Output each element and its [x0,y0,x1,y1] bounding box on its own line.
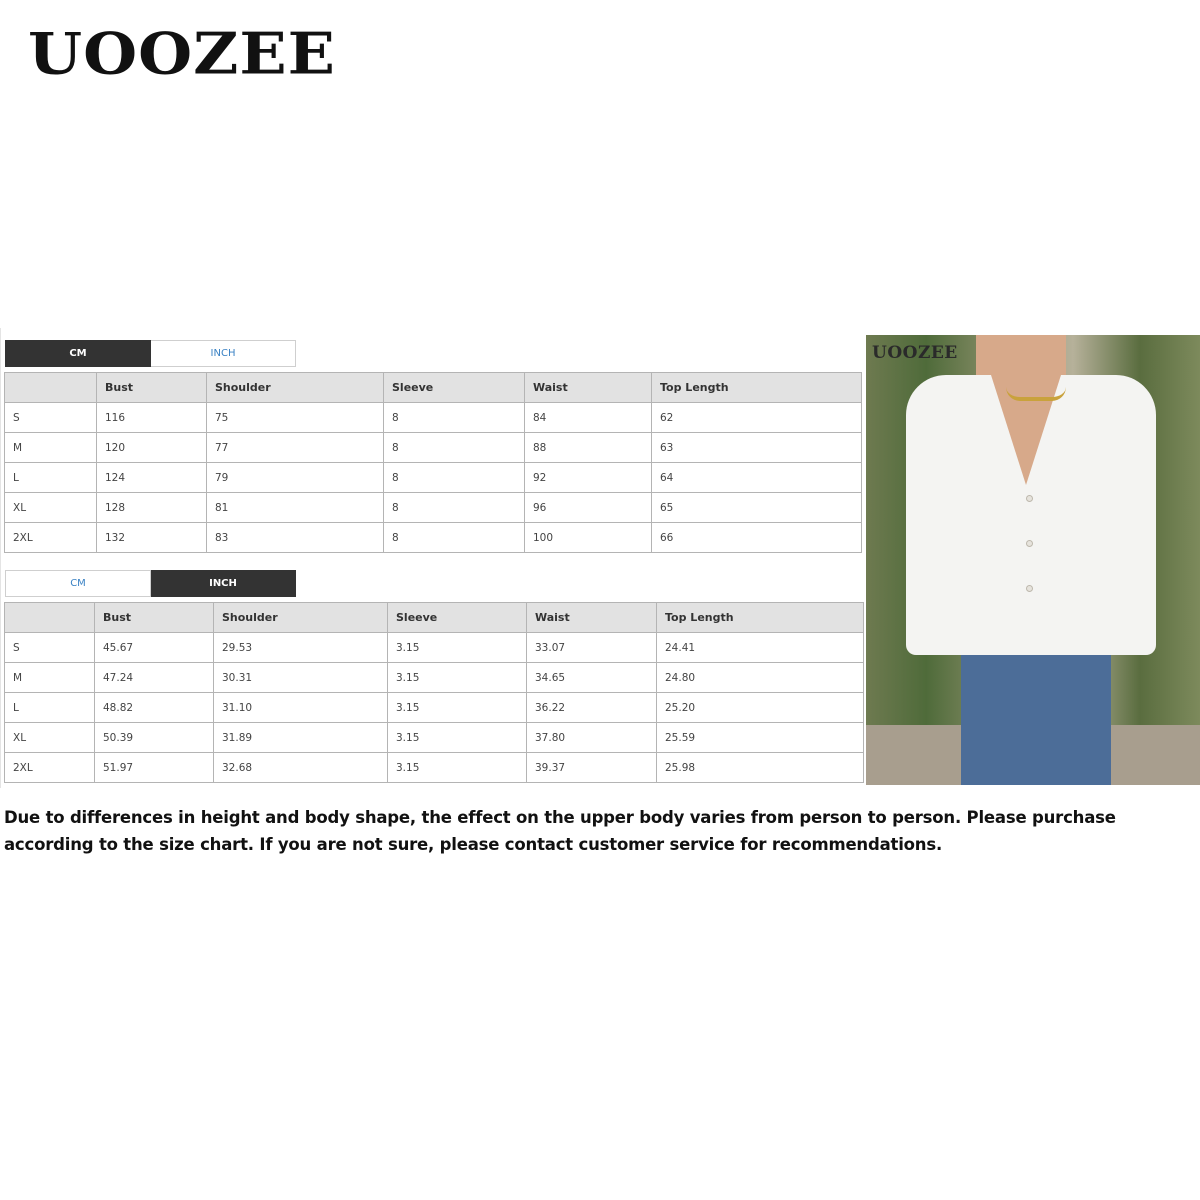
photo-watermark: UOOZEE [872,343,958,363]
table-cell: 8 [384,403,525,433]
size-label: M [5,663,95,693]
table-cell: 47.24 [95,663,214,693]
tab-cm[interactable]: CM [5,340,151,367]
table-cell: 66 [652,523,862,553]
header-cell: Shoulder [207,373,384,403]
table-cell: 8 [384,493,525,523]
table-cell: 36.22 [527,693,657,723]
table-cell: 8 [384,433,525,463]
tab-cm[interactable]: CM [5,570,151,597]
table-cell: 31.10 [214,693,388,723]
table-cell: 77 [207,433,384,463]
header-cell: Top Length [657,603,864,633]
table-cell: 31.89 [214,723,388,753]
table-cell: 100 [525,523,652,553]
table-header-row [5,373,862,403]
tab-inch[interactable]: INCH [151,570,296,597]
header-cell: Shoulder [214,603,388,633]
table-cell: 83 [207,523,384,553]
table-row [5,523,862,553]
table-cell: 25.20 [657,693,864,723]
header-cell: Bust [95,603,214,633]
cm-size-table [4,372,862,553]
table-cell: 96 [525,493,652,523]
brand-logo: UOOZEE [28,20,336,88]
size-label: M [5,433,97,463]
table-cell: 128 [97,493,207,523]
table-cell: 3.15 [388,693,527,723]
table-cell: 120 [97,433,207,463]
photo-shirt-button [1026,495,1033,502]
table-cell: 29.53 [214,633,388,663]
header-cell: Bust [97,373,207,403]
table-cell: 84 [525,403,652,433]
size-label: S [5,403,97,433]
table-cell: 116 [97,403,207,433]
photo-jeans [961,635,1111,785]
size-label: 2XL [5,753,95,783]
table-cell: 62 [652,403,862,433]
header-cell [5,603,95,633]
header-cell: Sleeve [384,373,525,403]
tab-inch[interactable]: INCH [151,340,296,367]
header-cell: Sleeve [388,603,527,633]
table-cell: 65 [652,493,862,523]
header-cell [5,373,97,403]
table-cell: 8 [384,523,525,553]
table-cell: 25.98 [657,753,864,783]
photo-shirt-button [1026,540,1033,547]
table-cell: 75 [207,403,384,433]
size-label: XL [5,723,95,753]
table-row [5,463,862,493]
table-cell: 30.31 [214,663,388,693]
table-cell: 25.59 [657,723,864,753]
table-cell: 81 [207,493,384,523]
table-cell: 124 [97,463,207,493]
table-cell: 32.68 [214,753,388,783]
size-label: XL [5,493,97,523]
product-photo [866,335,1200,785]
table-row [5,663,864,693]
table-cell: 88 [525,433,652,463]
table-row [5,403,862,433]
table-cell: 24.41 [657,633,864,663]
sizing-note: Due to differences in height and body shape, the effect on the upper body varies from person to person. Please purchase according to the size chart. If you are not sure, please contact customer service for recommendations. [4,808,1116,854]
table-cell: 45.67 [95,633,214,663]
table-cell: 63 [652,433,862,463]
table-cell: 48.82 [95,693,214,723]
table-header-row [5,603,864,633]
table-row [5,693,864,723]
table-cell: 51.97 [95,753,214,783]
cm-unit-tabs [5,340,296,367]
table-row [5,493,862,523]
size-label: S [5,633,95,663]
header-cell: Waist [527,603,657,633]
table-row [5,723,864,753]
size-label: L [5,463,97,493]
table-row [5,433,862,463]
size-chart [0,328,867,788]
table-cell: 3.15 [388,663,527,693]
table-cell: 34.65 [527,663,657,693]
size-label: 2XL [5,523,97,553]
table-cell: 3.15 [388,753,527,783]
inch-size-table [4,602,864,783]
table-cell: 79 [207,463,384,493]
header-cell: Waist [525,373,652,403]
header-cell: Top Length [652,373,862,403]
table-cell: 132 [97,523,207,553]
table-cell: 8 [384,463,525,493]
inch-unit-tabs [5,570,296,597]
table-row [5,633,864,663]
table-cell: 37.80 [527,723,657,753]
table-cell: 92 [525,463,652,493]
table-cell: 50.39 [95,723,214,753]
table-cell: 3.15 [388,723,527,753]
photo-necklace [1006,387,1066,401]
table-cell: 39.37 [527,753,657,783]
table-row [5,753,864,783]
table-cell: 64 [652,463,862,493]
table-cell: 33.07 [527,633,657,663]
size-label: L [5,693,95,723]
table-cell: 24.80 [657,663,864,693]
photo-shirt-button [1026,585,1033,592]
table-cell: 3.15 [388,633,527,663]
